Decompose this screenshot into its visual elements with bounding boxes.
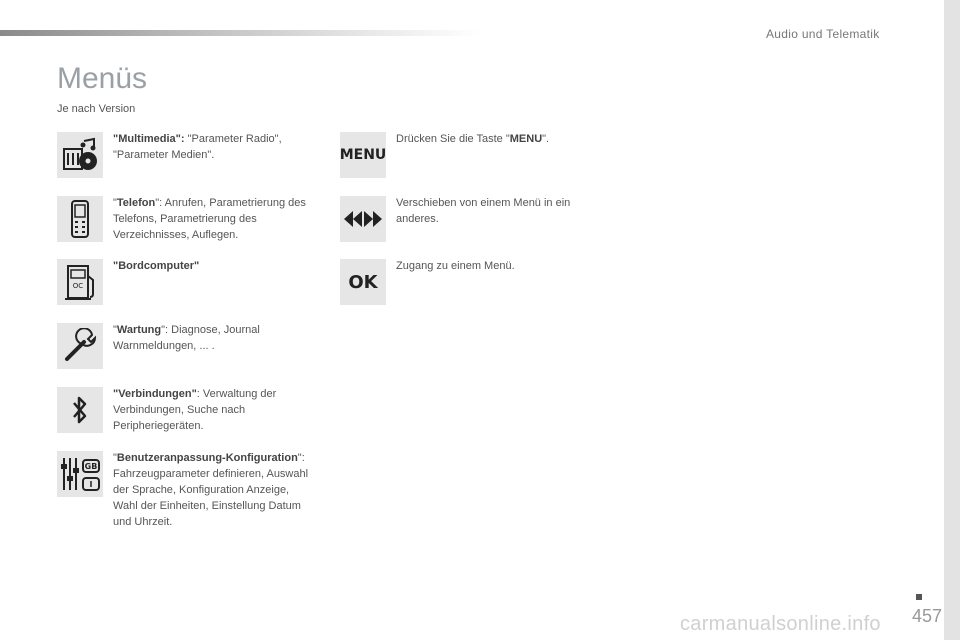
menu-item-description: "Wartung": Diagnose, Journal Warnmeldungen, ... . bbox=[113, 324, 260, 352]
menu-item-description: "Telefon": Anrufen, Parametrierung des Telefons, Parametrierung des Verzeichnisses, Auflegen. bbox=[113, 197, 306, 241]
svg-text:GB: GB bbox=[84, 462, 98, 471]
phone-icon bbox=[57, 196, 103, 242]
page-number: 457 bbox=[912, 606, 943, 626]
ok-key-icon: OK bbox=[340, 259, 386, 305]
svg-text:I: I bbox=[89, 480, 93, 489]
page-subtitle: Je nach Version bbox=[57, 103, 136, 115]
wrench-icon bbox=[57, 323, 103, 369]
menu-item-multimedia bbox=[57, 132, 313, 178]
footer-marker bbox=[916, 594, 922, 600]
header-gradient-bar bbox=[0, 30, 480, 36]
section-header: Audio und Telematik bbox=[766, 27, 880, 41]
trip-computer-icon bbox=[57, 259, 103, 305]
key-item-description: Zugang zu einem Menü. bbox=[396, 260, 515, 272]
key-item-menu bbox=[340, 132, 596, 178]
page-title: Menüs bbox=[57, 62, 148, 95]
svg-text:OC: OC bbox=[72, 282, 84, 290]
key-item-arrows bbox=[340, 196, 596, 242]
key-item-ok bbox=[340, 259, 596, 305]
menu-item-maintenance bbox=[57, 323, 313, 369]
bluetooth-icon bbox=[57, 387, 103, 433]
menu-item-trip-computer bbox=[57, 259, 313, 305]
menu-item-description: "Benutzeranpassung-Konfiguration": Fahrzeugparameter definieren, Auswahl der Sprache, Konfiguration Anzeige, Wahl der Einheiten, Einstellung Datum und Uhrzeit. bbox=[113, 452, 309, 528]
menu-item-description: "Multimedia": "Parameter Radio", "Parameter Medien". bbox=[113, 133, 282, 161]
menu-item-personalisation bbox=[57, 451, 313, 530]
page-edge-strip bbox=[944, 0, 960, 640]
menu-key-icon: MENU bbox=[340, 132, 386, 178]
key-item-description: Verschieben von einem Menü in ein anderes. bbox=[396, 197, 571, 225]
menu-item-connections bbox=[57, 387, 303, 434]
key-item-description: Drücken Sie die Taste "MENU". bbox=[396, 133, 550, 145]
menu-item-phone bbox=[57, 196, 313, 243]
multimedia-icon bbox=[57, 132, 103, 178]
menu-item-description: "Verbindungen": Verwaltung der Verbindungen, Suche nach Peripheriegeräten. bbox=[113, 388, 277, 432]
settings-sliders-icon bbox=[57, 451, 103, 497]
arrows-key-icon bbox=[340, 196, 386, 242]
watermark: carmanualsonline.info bbox=[680, 613, 881, 635]
menu-item-description: "Bordcomputer" bbox=[113, 260, 200, 272]
